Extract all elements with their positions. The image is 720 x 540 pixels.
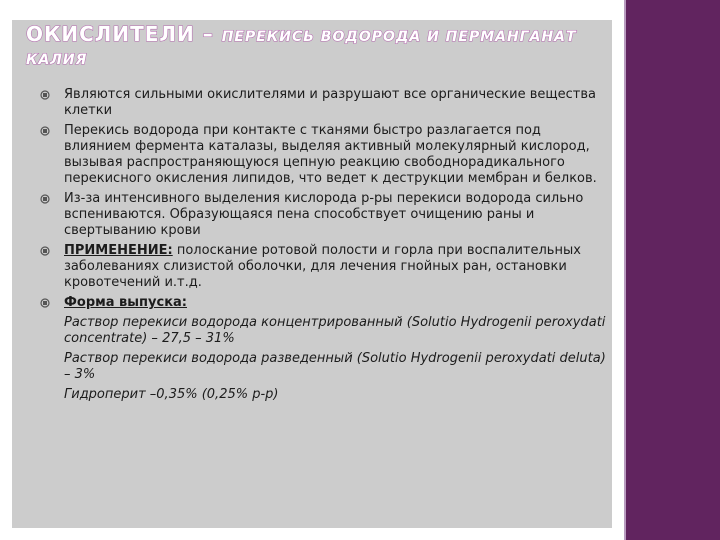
form-line: Раствор перекиси водорода разведенный (Solutio Hydrogenii peroxydati deluta) – 3% bbox=[64, 351, 606, 382]
application-label: ПРИМЕНЕНИЕ: bbox=[64, 243, 173, 258]
bullet-text: Перекись водорода при контакте с тканями быстро разлагается под влиянием фермента каталазы, выделяя активный молекулярный кислород, вызывая распространяющуюся цепную реакцию свободнорадикального перекисного окисления липидов, что ведет к деструкции мембран и белков. bbox=[64, 123, 597, 186]
list-item bbox=[40, 295, 610, 311]
title-sub: ПЕРЕКИСЬ ВОДОРОДА И ПЕРМАНГАНАТ КАЛИЯ bbox=[26, 29, 577, 68]
form-line: Раствор перекиси водорода концентрированный (Solutio Hydrogenii peroxydati concentrate) – 27,5 – 31% bbox=[64, 315, 606, 346]
bullet-text: полоскание ротовой полости и горла при воспалительных заболеваниях слизистой оболочки, для лечения гнойных ран, остановки кровотечений и.т.д. bbox=[64, 243, 581, 290]
list-item bbox=[40, 123, 610, 187]
bullet-icon bbox=[40, 90, 50, 100]
list-item bbox=[40, 243, 610, 291]
bullet-icon bbox=[40, 194, 50, 204]
release-forms bbox=[40, 315, 610, 403]
bullet-icon bbox=[40, 298, 50, 308]
slide-title bbox=[26, 24, 606, 71]
title-main: ОКИСЛИТЕЛИ – bbox=[26, 22, 222, 46]
list-item bbox=[40, 191, 610, 239]
bullet-text: Из-за интенсивного выделения кислорода р-ры перекиси водорода сильно вспениваются. Образующаяся пена способствует очищению раны и свертыванию крови bbox=[64, 191, 584, 238]
form-line: Гидроперит –0,35% (0,25% р-р) bbox=[64, 387, 279, 402]
decorative-side-panel bbox=[626, 0, 720, 540]
bullet-icon bbox=[40, 126, 50, 136]
bullet-icon bbox=[40, 246, 50, 256]
bullet-list bbox=[40, 87, 610, 407]
release-form-label: Форма выпуска: bbox=[64, 295, 187, 310]
bullet-text: Являются сильными окислителями и разрушают все органические вещества клетки bbox=[64, 87, 596, 118]
list-item bbox=[40, 87, 610, 119]
